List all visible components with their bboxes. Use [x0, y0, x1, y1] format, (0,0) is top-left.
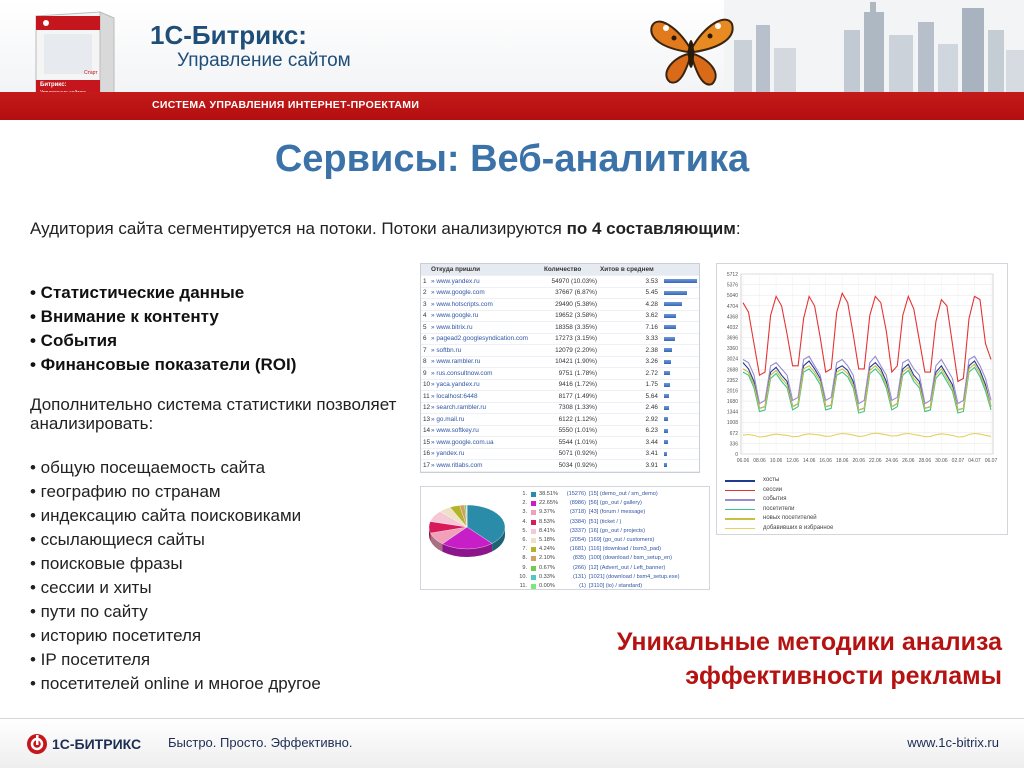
- legend-item: [725, 505, 833, 515]
- y-tick-label: 1008: [726, 420, 738, 427]
- pie-item-label[interactable]: [43] (forum / message): [589, 509, 646, 516]
- share-bar-cell: [662, 429, 699, 433]
- table-row: [421, 334, 699, 346]
- pie-swatch: [531, 547, 536, 552]
- legend-swatch: [725, 528, 755, 530]
- feature-item: • географию по странам: [30, 482, 221, 501]
- referrer-link[interactable]: » www.softkey.ru: [431, 427, 479, 435]
- pie-item-number: 11.: [519, 583, 527, 590]
- row-number: 11: [423, 392, 430, 400]
- referrer-count: 5544 (1.01%): [558, 438, 597, 446]
- y-tick-label: 0: [735, 452, 738, 458]
- pie-item-percent: 8.53%: [539, 518, 555, 525]
- referrer-link[interactable]: » www.google.ru: [431, 312, 479, 320]
- component-item: • События: [30, 331, 118, 350]
- pie-item-percent: 4.24%: [539, 546, 555, 553]
- row-number: 6: [423, 335, 427, 343]
- feature-item: • посетителей online и многое другое: [30, 674, 321, 693]
- legend-swatch: [725, 518, 755, 520]
- hits-average: 3.53: [645, 277, 658, 285]
- table-row: [421, 322, 699, 334]
- row-number: 7: [423, 346, 427, 354]
- feature-item: • IP посетителя: [30, 650, 151, 669]
- pie-swatch: [531, 584, 536, 589]
- legend-label: новых посетителей: [763, 515, 817, 521]
- pie-swatch: [531, 501, 536, 506]
- pie-item-percent: 0.33%: [539, 573, 555, 580]
- legend-label: хосты: [763, 477, 780, 483]
- referrer-count: 7308 (1.33%): [558, 404, 597, 412]
- share-bar-cell: [662, 463, 699, 467]
- share-bar: [664, 440, 668, 444]
- pie-item-percent: 5.18%: [539, 537, 555, 544]
- hits-average: 2.46: [645, 404, 658, 412]
- feature-item: • поисковые фразы: [30, 554, 183, 573]
- pie-item-number: 3.: [522, 509, 527, 516]
- referrer-count: 6122 (1.12%): [558, 415, 597, 423]
- pie-item-label[interactable]: [16] (go_out / projects): [589, 527, 645, 534]
- referrer-count: 12079 (2.20%): [555, 346, 597, 354]
- pie-legend-item: [511, 499, 680, 508]
- pie-item-count[interactable]: (15276): [566, 491, 586, 497]
- hits-average: 3.41: [645, 450, 658, 458]
- pie-item-count[interactable]: (3337): [569, 527, 586, 534]
- x-tick-label: 18.06: [835, 458, 849, 464]
- referrer-link[interactable]: » localhost:6448: [431, 392, 478, 400]
- legend-label: события: [763, 496, 787, 502]
- y-tick-label: 2352: [726, 377, 738, 384]
- legend-item: [725, 495, 833, 505]
- referrer-link[interactable]: » www.rambler.ru: [431, 358, 481, 366]
- share-bar-cell: [662, 394, 699, 398]
- pie-item-label[interactable]: [3110] (io) / standard): [589, 583, 643, 590]
- feature-list: [30, 456, 321, 696]
- pie-item-number: 7.: [522, 546, 527, 553]
- table-row: [421, 403, 699, 415]
- x-tick-label: 22.06: [869, 458, 882, 464]
- row-number: 4: [423, 312, 427, 320]
- referrer-count: 37667 (6.87%): [555, 289, 597, 297]
- x-tick-label: 12.06: [786, 458, 799, 464]
- component-item: • Внимание к контенту: [30, 307, 219, 326]
- pie-swatch: [531, 566, 536, 571]
- bitrix-logo-icon: [26, 733, 48, 755]
- pie-legend-item: [511, 564, 680, 573]
- share-bar-cell: [662, 360, 699, 364]
- legend-label: посетители: [763, 505, 795, 512]
- pie-item-number: 2.: [522, 500, 527, 507]
- x-tick-label: 02.07: [951, 458, 965, 464]
- legend-item: [725, 476, 833, 486]
- table-row: [421, 449, 699, 461]
- table-row: [421, 380, 699, 392]
- x-tick-label: 20.06: [852, 458, 865, 464]
- share-bar-cell: [662, 291, 699, 295]
- pie-item-number: 10.: [519, 573, 527, 580]
- table-row: [421, 414, 699, 426]
- referrer-count: 17273 (3.15%): [555, 335, 597, 343]
- hits-average: 2.72: [645, 369, 658, 377]
- share-bar: [664, 325, 676, 329]
- referrer-count: 5034 (0.92%): [558, 461, 597, 469]
- column-header: Количество: [544, 266, 582, 273]
- table-row: [421, 345, 699, 357]
- ad-tagline-line-2: эффективности рекламы: [685, 662, 1002, 690]
- share-bar: [664, 429, 668, 433]
- hits-average: 2.38: [645, 346, 658, 354]
- product-box-tag: Старт: [84, 70, 98, 76]
- referrer-link[interactable]: » pagead2.googlesyndication.com: [431, 335, 528, 343]
- y-tick-label: 5376: [726, 282, 738, 289]
- x-tick-label: 14.06: [802, 458, 816, 464]
- referrers-table: [420, 263, 700, 473]
- referrer-count: 19652 (3.58%): [555, 312, 597, 320]
- table-row: [421, 357, 699, 369]
- share-bar: [664, 302, 682, 306]
- pie-item-count[interactable]: (8986): [569, 500, 586, 507]
- table-row: [421, 437, 699, 449]
- pie-item-label[interactable]: [100] (download / bsm_setup_en): [589, 555, 673, 562]
- share-bar: [664, 279, 697, 283]
- feature-item: • ссылающиеся сайты: [30, 530, 205, 549]
- share-bar: [664, 417, 668, 421]
- butterfly-image: [648, 8, 734, 90]
- x-tick-label: 04.07: [968, 458, 981, 464]
- share-bar: [664, 452, 667, 456]
- hits-average: 3.62: [645, 312, 658, 320]
- pie-item-count[interactable]: (2054): [569, 537, 586, 544]
- footer-logo-text: 1С-БИТРИКС: [52, 736, 142, 752]
- pie-item-number: 6.: [522, 537, 527, 544]
- pie-item-count[interactable]: (835): [572, 555, 586, 562]
- share-bar-cell: [662, 302, 699, 306]
- ad-tagline-line-1: Уникальные методики анализа: [616, 628, 1002, 656]
- y-tick-label: 3360: [726, 346, 738, 353]
- pie-legend-item: [511, 545, 680, 554]
- pie-item-count[interactable]: (3384): [569, 518, 586, 525]
- row-number: 14: [423, 427, 431, 435]
- pie-legend-item: [511, 527, 680, 536]
- pie-item-count[interactable]: (1): [579, 583, 586, 590]
- component-item: • Финансовые показатели (ROI): [30, 355, 297, 374]
- footer-logo: [26, 733, 141, 755]
- lead-bold-text: по 4 составляющим: [566, 219, 736, 238]
- pie-swatch: [531, 575, 536, 580]
- pie-item-percent: 38.51%: [539, 491, 558, 497]
- table-row: [421, 288, 699, 300]
- city-skyline-image: [724, 0, 1024, 92]
- row-number: 15: [423, 438, 431, 446]
- referrer-link[interactable]: » rus.consultnow.com: [431, 369, 493, 377]
- x-tick-label: 26.06: [902, 458, 915, 464]
- referrer-count: 54970 (10.03%): [551, 277, 597, 285]
- table-row: [421, 299, 699, 311]
- share-bar: [664, 463, 667, 467]
- hits-average: 5.45: [645, 289, 658, 297]
- x-tick-label: 08.06: [753, 458, 766, 464]
- share-bar: [664, 394, 669, 398]
- pie-item-number: 8.: [522, 555, 527, 562]
- referrer-count: 18358 (3.35%): [555, 323, 597, 331]
- hits-average: 6.23: [645, 427, 658, 435]
- x-tick-label: 06.06: [736, 458, 750, 464]
- lead-end: :: [735, 219, 741, 238]
- column-header: Откуда пришли: [431, 266, 481, 273]
- y-tick-label: 336: [729, 441, 738, 448]
- feature-item: • сессии и хиты: [30, 578, 152, 597]
- pie-item-number: 5.: [522, 527, 527, 534]
- share-bar: [664, 314, 676, 318]
- header-tagline: СИСТЕМА УПРАВЛЕНИЯ ИНТЕРНЕТ-ПРОЕКТАМИ: [152, 99, 420, 111]
- referrer-count: 29490 (5.38%): [555, 300, 597, 308]
- share-bar: [664, 371, 670, 375]
- row-number: 9: [423, 369, 427, 377]
- y-tick-label: 672: [729, 430, 738, 437]
- referrer-link[interactable]: » search.rambler.ru: [431, 404, 487, 412]
- pie-chart-panel: [420, 486, 710, 590]
- feature-item: • индексацию сайта поисковиками: [30, 506, 302, 525]
- y-tick-label: 4704: [726, 303, 738, 310]
- pie-item-count[interactable]: (1681): [569, 546, 586, 553]
- lead-paragraph: [30, 219, 741, 239]
- pie-legend-item: [511, 508, 680, 517]
- referrer-link[interactable]: » yaca.yandex.ru: [431, 381, 480, 389]
- hits-average: 3.44: [645, 438, 658, 446]
- footer: [0, 719, 1024, 768]
- hits-average: 5.64: [645, 392, 658, 400]
- referrer-link[interactable]: » www.ritlabs.com: [431, 461, 483, 469]
- row-number: 13: [423, 415, 431, 423]
- y-tick-label: 2016: [726, 388, 738, 395]
- header-red-bar: [0, 92, 1024, 120]
- traffic-line-chart: [717, 264, 1007, 474]
- row-number: 2: [423, 289, 427, 297]
- pie-item-count[interactable]: (3718): [569, 509, 586, 516]
- product-box-title: Битрикс:: [40, 82, 67, 88]
- referrer-count: 8177 (1.49%): [558, 392, 597, 400]
- pie-swatch: [531, 538, 536, 543]
- table-row: [421, 391, 699, 403]
- extra-paragraph: Дополнительно система статистики позволяет анализировать:: [30, 395, 397, 433]
- pie-legend-item: [511, 518, 680, 527]
- x-tick-label: 10.06: [769, 458, 783, 464]
- pie-swatch: [531, 492, 536, 497]
- pie-item-label[interactable]: [51] (ticket / ): [589, 518, 622, 525]
- x-tick-label: 28.06: [918, 458, 932, 464]
- footer-url-link[interactable]: www.1c-bitrix.ru: [907, 735, 999, 750]
- share-bar: [664, 348, 672, 352]
- pie-swatch: [531, 556, 536, 561]
- row-number: 16: [423, 450, 431, 458]
- x-tick-label: 06.07: [984, 458, 998, 464]
- share-bar-cell: [662, 314, 699, 318]
- row-number: 8: [423, 358, 427, 366]
- pie-swatch: [531, 510, 536, 515]
- referrer-link[interactable]: » go.mail.ru: [431, 415, 465, 423]
- pie-legend-item: [511, 490, 680, 499]
- component-item: • Статистические данные: [30, 283, 245, 302]
- table-header: [421, 264, 699, 276]
- pie-legend-item: [511, 536, 680, 545]
- y-tick-label: 4368: [726, 314, 738, 321]
- legend-label: сессии: [763, 486, 783, 493]
- legend-item: [725, 514, 833, 524]
- referrer-link[interactable]: » www.google.com.ua: [431, 438, 494, 446]
- hits-average: 3.26: [645, 358, 658, 366]
- table-row: [421, 426, 699, 438]
- referrer-link[interactable]: » yandex.ru: [431, 450, 465, 458]
- pie-item-percent: 0.67%: [539, 564, 555, 571]
- hits-average: 4.28: [645, 300, 658, 308]
- pie-legend-item: [511, 582, 680, 591]
- share-bar: [664, 360, 671, 364]
- hits-average: 3.33: [645, 335, 658, 343]
- pie-item-number: 9.: [522, 564, 527, 571]
- table-row: [421, 368, 699, 380]
- pie-item-percent: 9.37%: [539, 509, 555, 516]
- legend-label: добавивших в избранное: [763, 524, 834, 531]
- pie-legend-item: [511, 573, 680, 582]
- y-tick-label: 5040: [726, 293, 738, 300]
- pie-item-percent: 8.41%: [539, 527, 555, 534]
- row-number: 1: [423, 277, 427, 285]
- referrer-link[interactable]: » www.google.com: [431, 289, 485, 297]
- component-list: [30, 281, 296, 377]
- legend-swatch: [725, 509, 755, 511]
- brand-title: 1С-Битрикс:: [150, 20, 307, 50]
- y-tick-label: 1344: [726, 409, 738, 416]
- pie-legend: [511, 490, 680, 591]
- legend-swatch: [725, 490, 755, 492]
- referrer-link[interactable]: » www.bitrix.ru: [431, 323, 473, 331]
- hits-average: 1.75: [645, 381, 658, 389]
- share-bar: [664, 383, 670, 387]
- ad-tagline: [617, 625, 1002, 693]
- pie-legend-item: [511, 554, 680, 563]
- legend-swatch: [725, 480, 755, 482]
- referrer-link[interactable]: » www.hotscripts.com: [431, 300, 493, 308]
- share-bar: [664, 291, 687, 295]
- pie-item-count[interactable]: (266): [572, 564, 586, 571]
- feature-item: • историю посетителя: [30, 626, 202, 645]
- pie-item-number: 1.: [522, 491, 527, 497]
- pie-item-percent: 0.00%: [539, 583, 555, 590]
- referrer-count: 9416 (1.72%): [558, 381, 597, 389]
- footer-slogan: Быстро. Просто. Эффективно.: [168, 735, 353, 750]
- pie-item-percent: 2.10%: [539, 555, 555, 562]
- pie-item-label[interactable]: [1021] (download / bsm4_setup.exe): [589, 573, 680, 580]
- brand-subtitle: Управление сайтом: [177, 50, 351, 71]
- share-bar-cell: [662, 371, 699, 375]
- hits-average: 2.92: [645, 415, 658, 423]
- feature-item: • общую посещаемость сайта: [30, 458, 266, 477]
- pie-chart: [425, 497, 509, 567]
- share-bar: [664, 337, 675, 341]
- lead-text: Аудитория сайта сегментируется на потоки. Потоки анализируются: [30, 219, 567, 238]
- share-bar-cell: [662, 440, 699, 444]
- referrer-count: 5071 (0.92%): [558, 450, 597, 458]
- legend-item: [725, 524, 833, 534]
- table-row: [421, 311, 699, 323]
- pie-swatch: [531, 520, 536, 525]
- x-tick-label: 30.06: [935, 458, 948, 464]
- y-tick-label: 3024: [726, 356, 738, 363]
- share-bar-cell: [662, 383, 699, 387]
- x-tick-label: 16.06: [819, 458, 832, 464]
- y-tick-label: 2688: [726, 367, 738, 374]
- share-bar-cell: [662, 325, 699, 329]
- share-bar-cell: [662, 406, 699, 410]
- table-row: [421, 276, 699, 288]
- row-number: 17: [423, 461, 431, 469]
- legend-item: [725, 486, 833, 496]
- referrer-link[interactable]: » softbn.ru: [431, 346, 462, 354]
- referrer-count: 10421 (1.90%): [555, 358, 597, 366]
- row-number: 12: [423, 404, 431, 412]
- pie-item-label[interactable]: [169] (go_out / customers): [589, 537, 655, 544]
- feature-item: • пути по сайту: [30, 602, 148, 621]
- pie-item-percent: 22.65%: [539, 500, 558, 507]
- traffic-chart-panel: [716, 263, 1008, 535]
- y-tick-label: 5712: [726, 272, 738, 278]
- referrer-count: 5550 (1.01%): [558, 427, 597, 435]
- row-number: 3: [423, 300, 427, 308]
- hits-average: 3.91: [645, 461, 658, 469]
- y-tick-label: 4032: [726, 324, 738, 331]
- row-number: 10: [423, 381, 431, 389]
- hits-average: 7.16: [645, 323, 658, 331]
- row-number: 5: [423, 323, 427, 331]
- share-bar-cell: [662, 337, 699, 341]
- y-tick-label: 1680: [726, 399, 738, 406]
- y-tick-label: 3696: [726, 335, 738, 342]
- slide-title: Сервисы: Веб-аналитика: [274, 138, 750, 180]
- referrer-link[interactable]: » www.yandex.ru: [431, 277, 480, 285]
- pie-item-label[interactable]: [116] (download / bsm3_pad): [589, 546, 662, 553]
- x-tick-label: 24.06: [885, 458, 899, 464]
- table-row: [421, 460, 699, 472]
- share-bar-cell: [662, 348, 699, 352]
- traffic-chart-legend: [725, 476, 833, 533]
- column-header: Хитов в среднем: [600, 266, 654, 273]
- share-bar-cell: [662, 452, 699, 456]
- pie-item-label[interactable]: [12] (Advert_out / Left_banner): [589, 564, 666, 571]
- share-bar: [664, 406, 669, 410]
- pie-item-number: 4.: [522, 518, 527, 525]
- pie-item-label[interactable]: [56] (go_out / gallery): [589, 500, 642, 507]
- share-bar-cell: [662, 417, 699, 421]
- pie-swatch: [531, 529, 536, 534]
- share-bar-cell: [662, 279, 699, 283]
- pie-item-label[interactable]: [15] (demo_out / sm_demo): [589, 491, 658, 497]
- pie-item-count[interactable]: (131): [572, 573, 586, 580]
- referrer-count: 9751 (1.78%): [558, 369, 597, 377]
- legend-swatch: [725, 499, 755, 501]
